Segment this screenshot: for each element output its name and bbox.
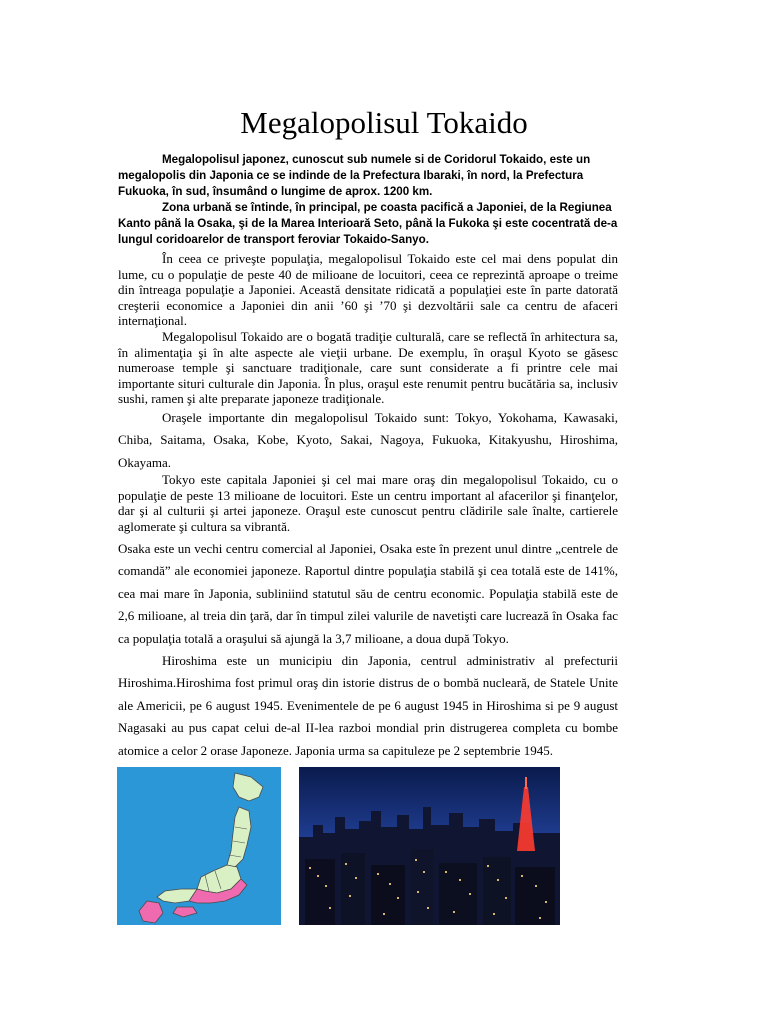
paragraph-5: Oraşele importante din megalopolisul Tokaido sunt: Tokyo, Yokohama, Kawasaki, Chiba, Saitama, Osaka, Kobe, Kyoto, Sakai, Nagoya, Fukuoka, Kitakyushu, Hiroshima, Okayama. bbox=[118, 410, 618, 470]
paragraph-3: În ceea ce priveşte populaţia, megalopolisul Tokaido este cel mai dens populat din lume, cu o populaţie de peste 40 de milioane de locuitori, ceea ce reprezintă aproape o treime din întreaga populaţie a Japoniei. Această densitate ridicată a populaţiei este în parte datorată creşterii economice a Japoniei din anii ’60 şi ’70 şi dezvoltării sale ca centru de afaceri internaţional. bbox=[118, 251, 618, 329]
page-title: Megalopolisul Tokaido bbox=[240, 104, 528, 140]
paragraph-group-intro bbox=[118, 152, 618, 248]
paragraph-6: Tokyo este capitala Japoniei şi cel mai mare oraş din megalopolisul Tokaido, cu o populaţie de peste 13 milioane de locuitori. Este un centru important al afacerilor şi finanţelor, dar şi al culturii şi artei japoneze. Oraşul este cunoscut pentru clădirile sale înalte, cartierele aglomerate şi cultura sa vibrantă. bbox=[118, 472, 618, 534]
paragraph-1: Megalopolisul japonez, cunoscut sub numele si de Coridorul Tokaido, este un megalopolis din Japonia ce se indinde de la Prefectura Ibaraki, în nord, la Prefectura Fukuoka, în sud, însumând o lungime de aprox. 1200 km. bbox=[118, 153, 591, 198]
paragraph-cities bbox=[118, 407, 618, 474]
paragraph-group-osaka-hiroshima bbox=[118, 538, 618, 762]
paragraph-8: Hiroshima este un municipiu din Japonia, centrul administrativ al prefecturii Hiroshima.Hiroshima fost primul oraş din istorie distrus de o bombă nucleară, de Statele Unite ale Americii, pe 6 august 1945. Evenimentele de pe 6 august 1945 in Hiroshima si pe 9 august Nagasaki au pus capat celui de-al II-lea razboi mondial prin distrugerea completa cu bombe atomice a celor 2 orase Japoneze. Japonia urma sa capituleze pe 2 septembrie 1945. bbox=[118, 653, 618, 758]
paragraph-group-population bbox=[118, 251, 618, 407]
japan-map-image bbox=[117, 767, 281, 925]
paragraph-tokyo-block bbox=[118, 472, 618, 534]
paragraph-7: Osaka este un vechi centru comercial al Japoniei, Osaka este în prezent unul dintre „centrele de comandă” ale economiei japoneze. Raportul dintre populaţia stabilă şi cea totală este de 141%, cea mai mare în Japonia, subliniind statutul său de centru economic. Populaţia stabilă este de 2,6 milioane, al treia din ţară, dar în timpul zilei valurile de navetişti care lucrează în Osaka fac ca populaţia totală a oraşului să ajungă la 3,7 milioane, a doua după Tokyo. bbox=[118, 541, 618, 646]
paragraph-2: Zona urbană se întinde, în principal, pe coasta pacifică a Japoniei, de la Regiunea Kanto până la Osaka, şi de la Marea Interioară Seto, până la Fukoka şi este cocentrată de-a lungul coridoarelor de transport feroviar Tokaido-Sanyo. bbox=[118, 201, 618, 246]
japan-map-graphic bbox=[117, 767, 281, 925]
tokyo-night-skyline-image bbox=[299, 767, 560, 925]
paragraph-4: Megalopolisul Tokaido are o bogată tradiţie culturală, care se reflectă în arhitectura sa, în alimentaţia şi în alte aspecte ale vieţii urbane. De exemplu, în oraşul Kyoto se găsesc numeroase temple şi sanctuare tradiţionale, care sunt considerate a fi printre cele mai importante situri culturale din Japonia. În plus, oraşul este renumit pentru bucătăria sa, inclusiv sushi, ramen şi alte preparate japoneze tradiţionale. bbox=[118, 328, 618, 407]
city-skyline-graphic bbox=[299, 767, 560, 925]
